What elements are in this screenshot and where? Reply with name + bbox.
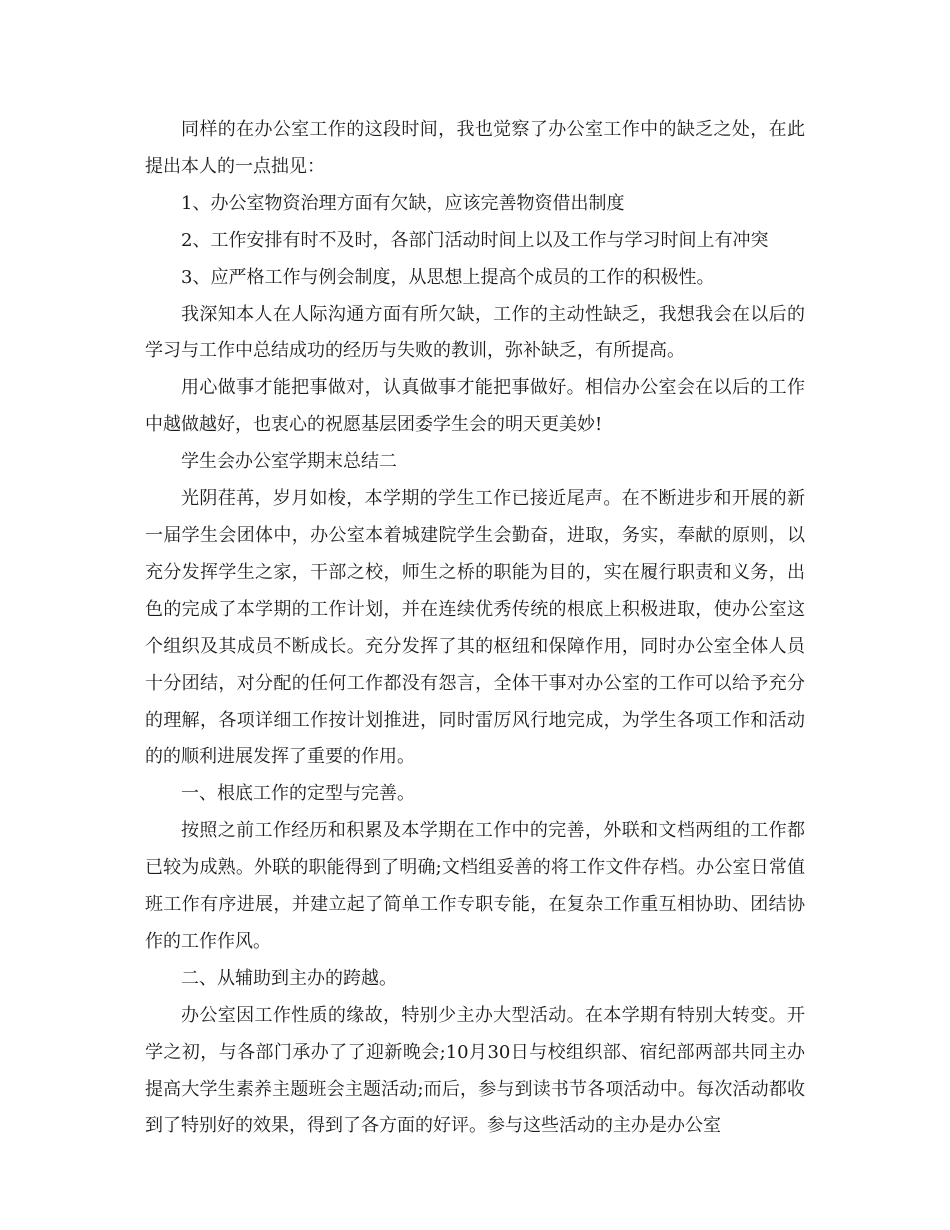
section-heading-two: 二、从辅助到主办的跨越。 xyxy=(181,967,397,989)
paragraph-hosting-activities: 办公室因工作性质的缘故，特别少主办大型活动。在本学期有特别大转变。开学之初，与各部门承办了了迎新晚会;10月30日与校组织部、宿纪部两部共同主办提高大学生素养主题班会主题活动;而后，参与到读书节各项活动中。每次活动都收到了特别好的效果，得到了各方面的好评。参与这些活动的主办是办公室 xyxy=(145,1004,805,1137)
list-item-2: 2、工作安排有时不及时，各部门活动时间上以及工作与学习时间上有冲突 xyxy=(181,229,769,251)
list-item-3: 3、应严格工作与例会制度，从思想上提高个成员的工作的积极性。 xyxy=(181,266,715,288)
list-item-1: 1、办公室物资治理方面有欠缺，应该完善物资借出制度 xyxy=(181,192,625,214)
paragraph-basic-work: 按照之前工作经历和积累及本学期在工作中的完善，外联和文档两组的工作都已较为成熟。外联的职能得到了明确;文档组妥善的将工作文件存档。办公室日常值班工作有序进展，并建立起了简单工作专职专能，在复杂工作重互相协助、团结协作的工作作风。 xyxy=(145,820,805,952)
section-title-summary-two: 学生会办公室学期末总结二 xyxy=(181,451,397,473)
paragraph-semester-overview: 光阴荏苒，岁月如梭，本学期的学生工作已接近尾声。在不断进步和开展的新一届学生会团体中，办公室本着城建院学生会勤奋，进取，务实，奉献的原则，以充分发挥学生之家，干部之校，师生之桥的职能为目的，实在履行职责和义务，出色的完成了本学期的工作计划，并在连续优秀传统的根底上积极进取，使办公室这个组织及其成员不断成长。充分发挥了其的枢纽和保障作用，同时办公室全体人员十分团结，对分配的任何工作都没有怨言，全体干事对办公室的工作可以给予充分的理解，各项详细工作按计划推进，同时雷厉风行地完成，为学生各项工作和活动的的顺利进展发挥了重要的作用。 xyxy=(145,488,805,768)
paragraph-shortcomings-intro: 同样的在办公室工作的这段时间，我也觉察了办公室工作中的缺乏之处，在此提出本人的一点拙见： xyxy=(145,119,805,177)
paragraph-self-reflection: 我深知本人在人际沟通方面有所欠缺，工作的主动性缺乏，我想我会在以后的学习与工作中总结成功的经历与失败的教训，弥补缺乏，有所提高。 xyxy=(145,303,805,362)
paragraph-closing-wish: 用心做事才能把事做对，认真做事才能把事做好。相信办公室会在以后的工作中越做越好，也衷心的祝愿基层团委学生会的明天更美妙! xyxy=(145,377,805,436)
section-heading-one: 一、根底工作的定型与完善。 xyxy=(181,783,415,805)
